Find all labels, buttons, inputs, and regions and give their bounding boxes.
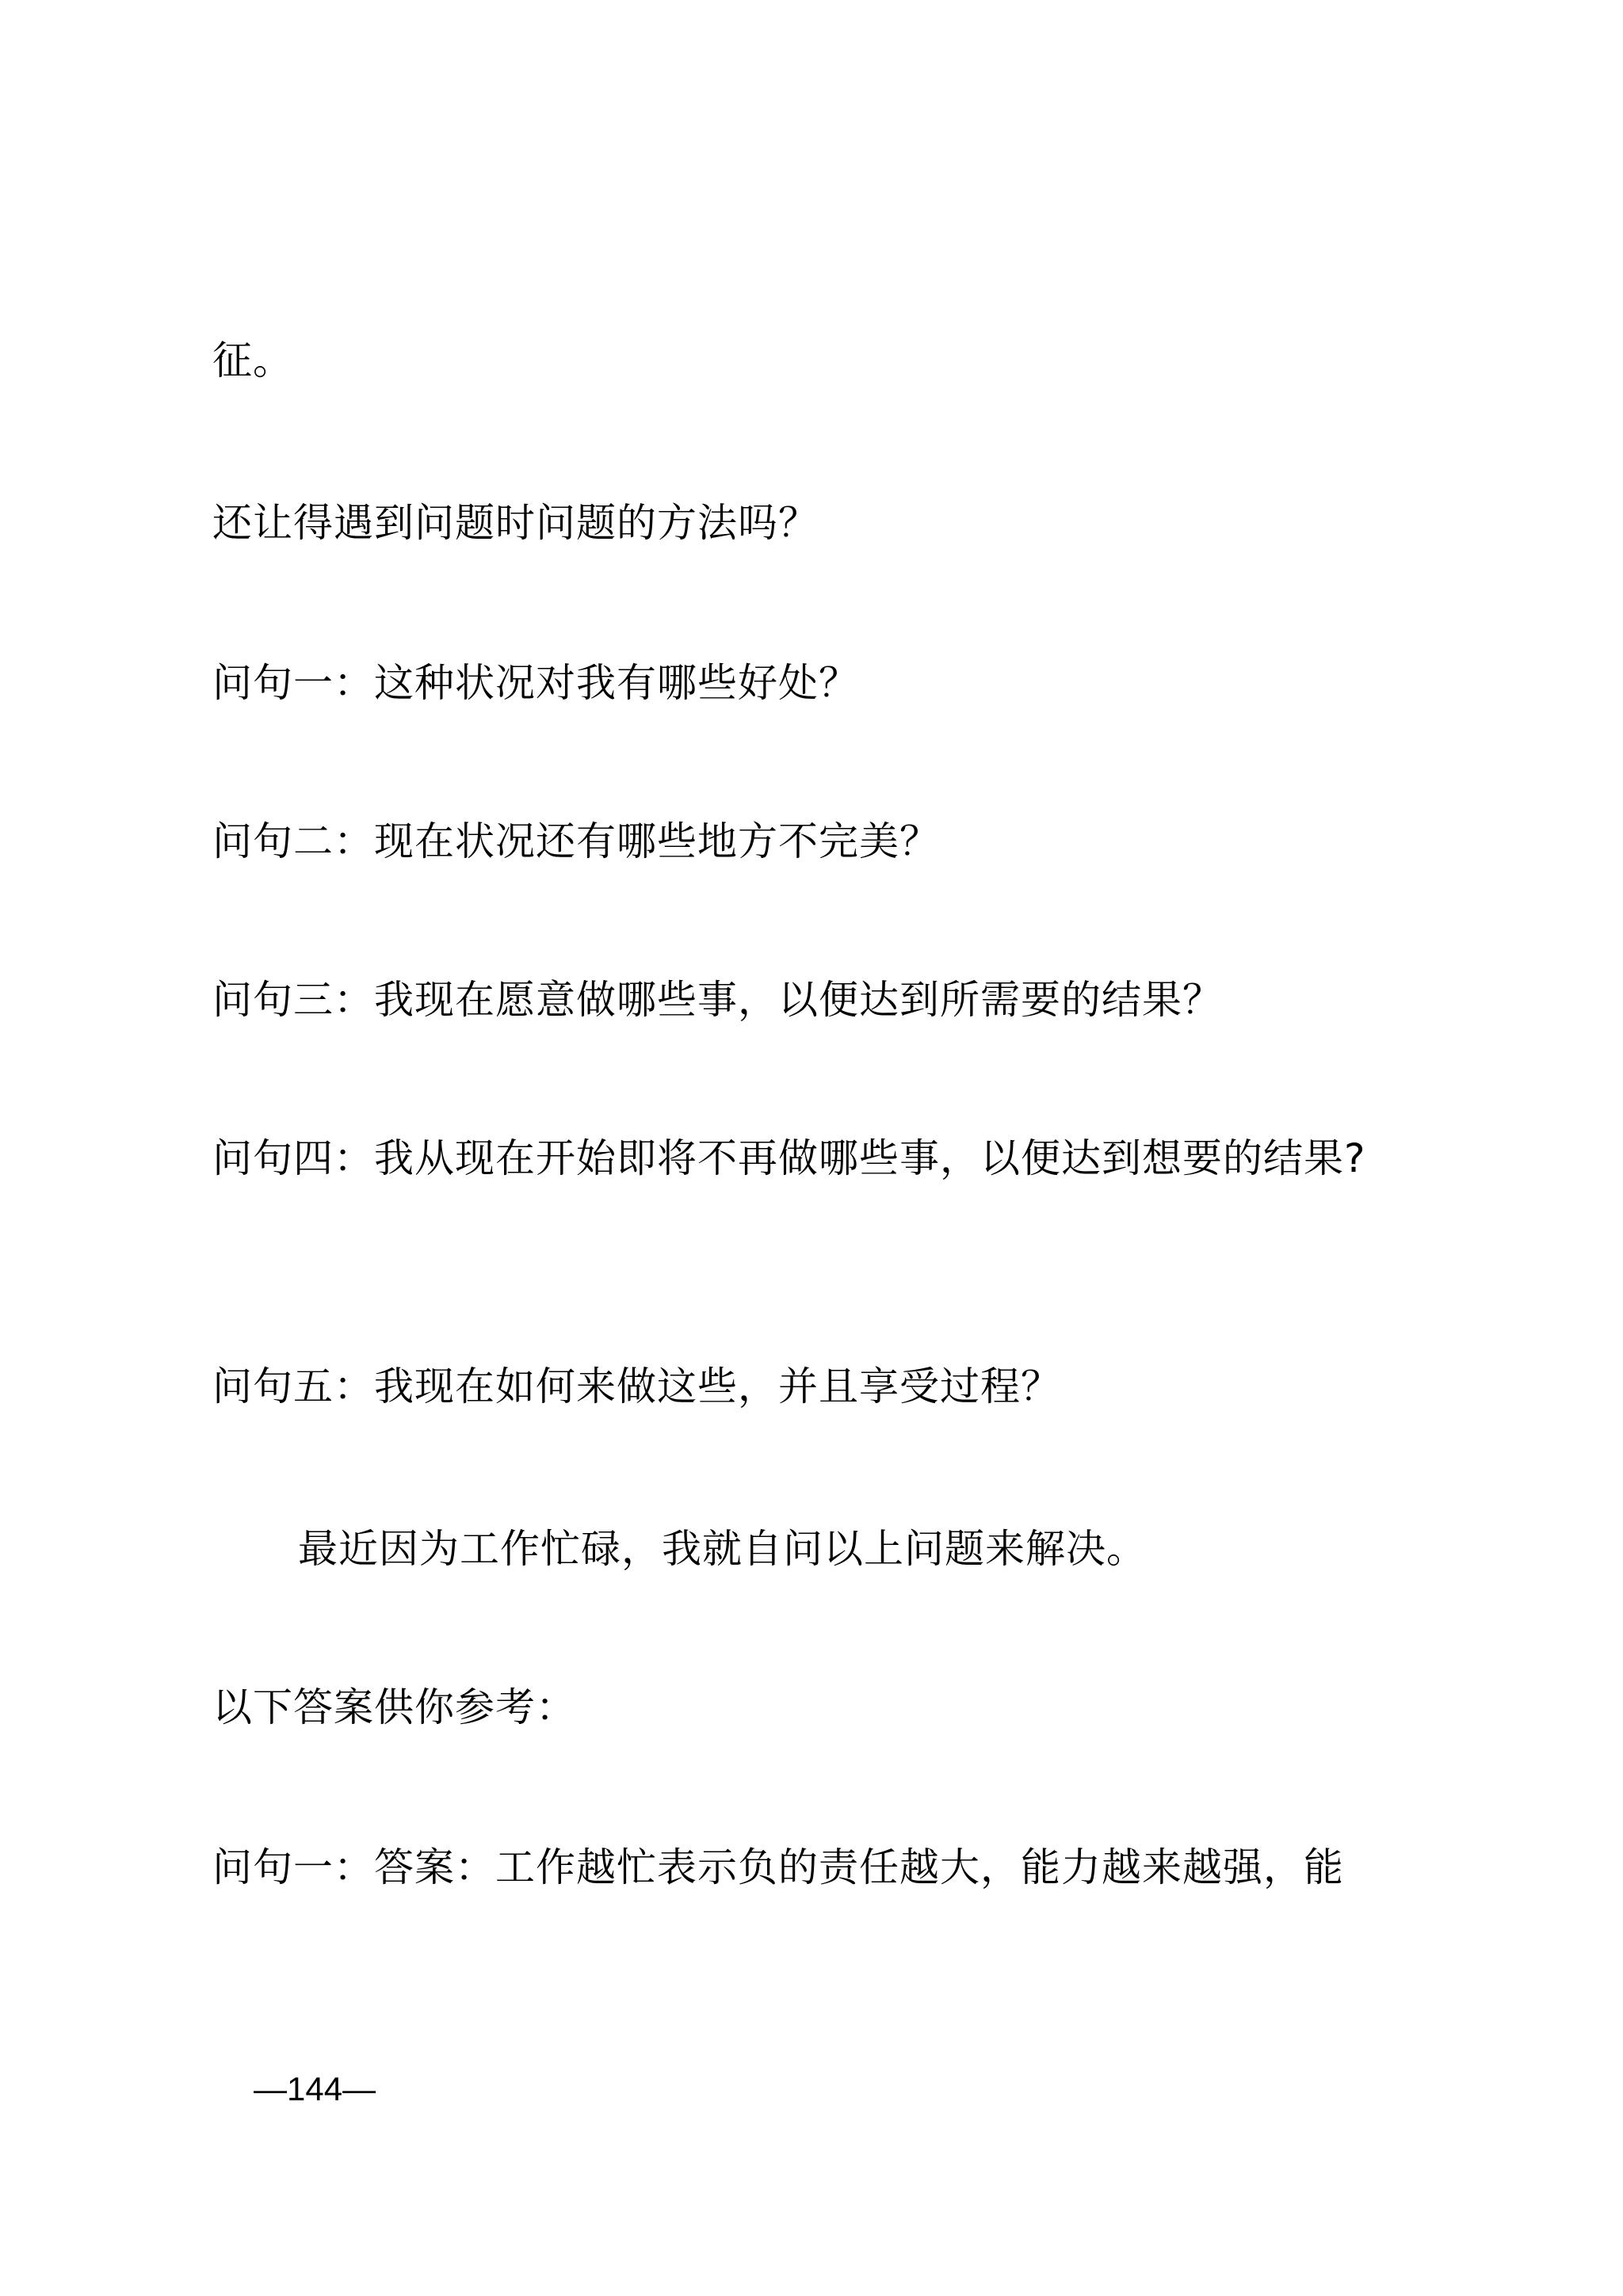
text-line-7: 问句五：我现在如何来做这些，并且享受过程？ xyxy=(212,1363,1061,1409)
text-line-5: 问句三：我现在愿意做哪些事，以便达到所需要的结果？ xyxy=(212,977,1223,1023)
page-number: —144— xyxy=(254,2070,376,2107)
text-line-3: 问句一：这种状况对我有哪些好处？ xyxy=(212,660,859,706)
text-line-6: 问句四：我从现在开始即将不再做哪些事，以便达到想要的结果? xyxy=(212,1135,1366,1181)
text-line-1: 征。 xyxy=(212,338,293,383)
text-line-8: 最近因为工作忙碌，我就自问以上问题来解决。 xyxy=(298,1526,1147,1572)
text-line-2: 还让得遇到问题时问题的方法吗？ xyxy=(212,500,819,546)
text-line-10: 问句一：答案：工作越忙表示负的责任越大，能力越来越强，能 xyxy=(212,1844,1344,1890)
text-line-4: 问句二：现在状况还有哪些地方不完美？ xyxy=(212,818,940,864)
text-line-9: 以下答案供你参考： xyxy=(212,1684,576,1730)
